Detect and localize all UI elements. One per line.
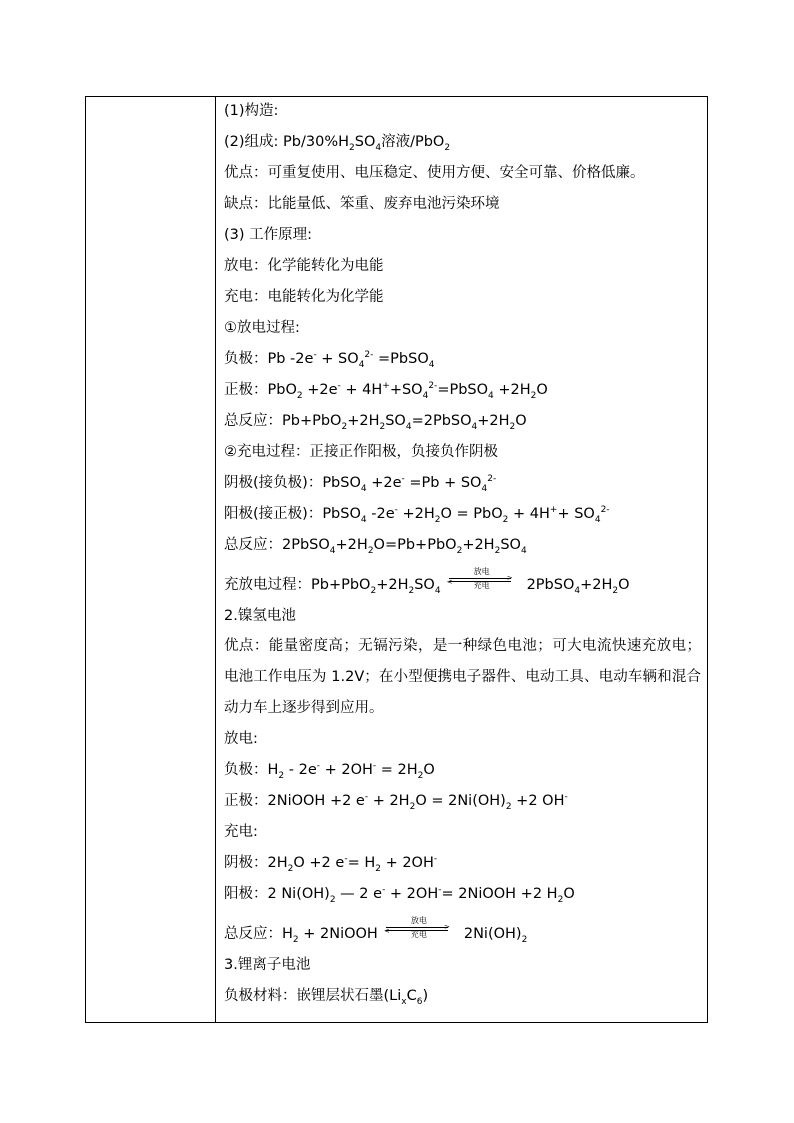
discharge-positive-electrode: 正极：$PbO_2 +2e^- + 4H^++SO_4^{2-}=PbSO_4 +2H_2O$ xyxy=(224,381,548,401)
nimh-cathode: 阴极：$2H_2O +2$ $e^-= H_2 + 2OH^-$ xyxy=(224,854,438,874)
advantages-line: 优点：可重复使用、电压稳定、使用方便、安全可靠、价格低廉。 xyxy=(224,165,645,181)
nimh-positive-electrode: 正极：2NiOOH +2 $e^- + 2H_2O = 2Ni(OH)_2 +2$ OH- xyxy=(224,792,568,812)
charge-cathode: 阴极(接负极)：PbSO$_4$ $+2e^- =Pb + SO_4^{2-}$ xyxy=(224,474,497,494)
nimh-charge-heading: 充电: xyxy=(224,824,258,840)
charge-anode: 阳极(接正极)：PbSO$_4$ $-2e^- +2H_2O = PbO_2 + 4H^++ SO_4^{2-}$ xyxy=(224,505,610,525)
content-table xyxy=(85,96,708,1023)
arrow-charge-label: 充电 xyxy=(473,581,490,590)
reversible-arrow-icon: 放电 > < 充电 xyxy=(383,916,450,939)
discharge-overall-reaction: 总反应：$Pb+PbO_2+2H_2SO_4=2PbSO_4+2H_2O$ xyxy=(224,413,527,432)
structure-heading: (1)构造: xyxy=(224,103,279,119)
charge-process-heading: ②充电过程：正接正作阳极，负接负作阴极 xyxy=(224,444,498,460)
nimh-anode: 阳极：2 $Ni(OH)_2$ — 2 e- + 2OH-= 2NiOOH +2 $H_2O$ xyxy=(224,885,575,905)
nimh-advantages-paragraph: 优点：能量密度高；无镉污染，是一种绿色电池；可大电流快速充放电；电池工作电压为 1.2V；在小型便携电子器件、电动工具、电动车辆和混合动力车上逐步得到应用。 xyxy=(224,638,701,716)
arrow-charge-label: 充电 xyxy=(410,930,427,939)
arrow-discharge-label: 放电 xyxy=(473,567,490,576)
composition-line: (2)组成: $Pb/30\%H_2SO_4$溶液/PbO$_2$ xyxy=(224,134,451,153)
nimh-negative-electrode: 负极：$H_2 - 2e^- + 2OH^- = 2H_2O$ xyxy=(224,761,435,781)
discharge-process-heading: ①放电过程: xyxy=(224,320,300,336)
discharge-definition: 放电：化学能转化为电能 xyxy=(224,258,384,274)
disadvantages-line: 缺点：比能量低、笨重、废弃电池污染环境 xyxy=(224,196,500,212)
charge-overall-reaction: 总反应：$2PbSO_4+2H_2O=Pb+PbO_2+2H_2SO_4$ xyxy=(224,537,527,556)
arrow-discharge-label: 放电 xyxy=(410,916,427,925)
working-principle-heading: (3) 工作原理: xyxy=(224,227,313,243)
reversible-arrow-icon: 放电 > < 充电 xyxy=(446,567,513,590)
nimh-discharge-heading: 放电: xyxy=(224,731,258,747)
li-ion-battery-heading: 3.锂离子电池 xyxy=(224,957,311,973)
discharge-negative-electrode: 负极：Pb $-2e^- + SO_4^{2-}$ =PbSO$_4$ xyxy=(224,350,435,370)
table-left-cell xyxy=(86,97,216,1022)
table-content-cell xyxy=(224,101,701,1017)
li-ion-negative-material: 负极材料：嵌锂层状石墨$(Li_xC_6)$ xyxy=(224,988,429,1007)
nimh-battery-heading: 2.镍氢电池 xyxy=(224,608,296,624)
nimh-overall-reaction: 总反应：$H_2$ + 2NiOOH 放电 > < 充电 $2Ni(OH)_2$ xyxy=(224,916,528,945)
charge-definition: 充电：电能转化为化学能 xyxy=(224,289,384,305)
charge-discharge-equation: 充放电过程：$Pb+PbO_2+2H_2SO_4$ 放电 > < 充电 $2PbSO_4+2H_2O$ xyxy=(224,567,630,596)
